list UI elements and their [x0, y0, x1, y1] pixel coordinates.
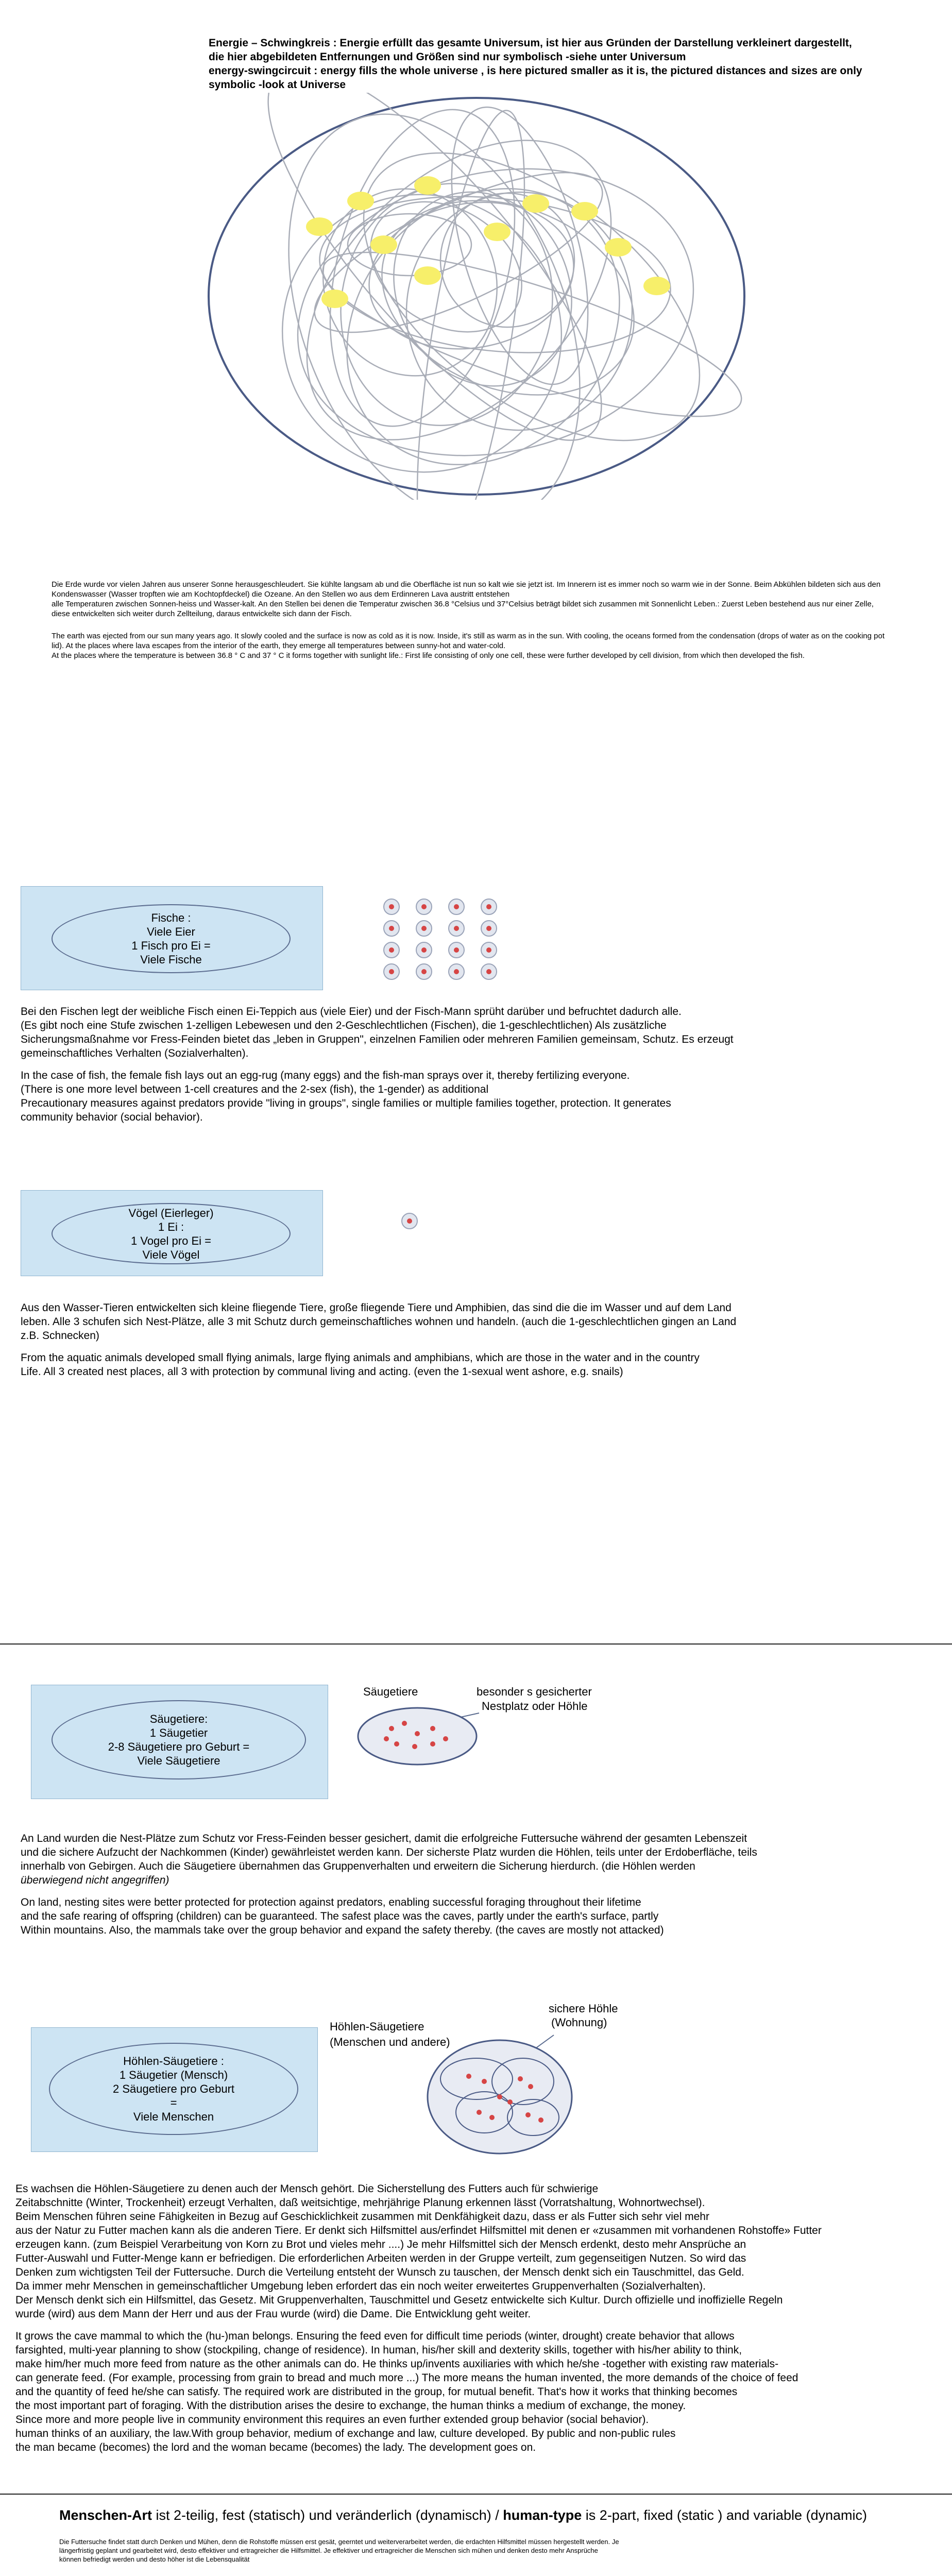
mammals-text-de-3: innerhalb von Gebirgen. Auch die Säugetiere übernahmen das Gruppenverhalten und erweitern die Sicherung hierdurch. (die Höhlen werden	[21, 1860, 695, 1872]
birds-oval	[52, 1203, 291, 1264]
cave-label-1: sichere Höhle	[549, 2002, 618, 2015]
cave-dot	[518, 2076, 523, 2081]
mammal-dot	[430, 1726, 435, 1731]
universe-heading-en: energy-swingcircuit : energy fills the whole universe , is here pictured smaller as it is, the pictured distances and sizes are only symbolic -look at Universe	[209, 65, 862, 91]
fish-egg-yolk	[421, 947, 427, 953]
fish-text-en-1: In the case of fish, the female fish lays out an egg-rug (many eggs) and the fish-man sprays over it, thereby fertilizing everyone.	[21, 1070, 630, 1081]
fish-oval	[52, 904, 291, 973]
cave-text-de-3: Beim Menschen führen seine Fähigkeiten in Bezug auf Geschicklichkeit zusammen mit Denkfähigkeit dazu, dass er als Futter sich sehr viel mehr	[15, 2211, 709, 2223]
sun-glow	[522, 194, 549, 213]
cave-dot	[466, 2074, 471, 2079]
sun-glow	[347, 192, 374, 210]
fish-egg-yolk	[486, 969, 491, 974]
fish-text-en-3: Precautionary measures against predators provide "living in groups", single families or multiple families together, protection. It generates	[21, 1097, 671, 1109]
cave-text-de-2: Zeitabschnitte (Winter, Trockenheit) erzeugt Verhalten, daß weitsichtige, mehrjährige Planung erkennen lässt (Vorratshaltung, Wohnortwechsel).	[15, 2197, 705, 2209]
cave-text	[15, 2182, 938, 2454]
mammals-text-de-4: überwiegend nicht angegriffen)	[21, 1874, 169, 1886]
cave-text-de-5: erzeugen kann. (zum Beispiel Verarbeitung von Korn zu Brot und vieles mehr ....) Je mehr Hilfsmittel sich der Mensch erdenkt, desto mehr Ansprüche an	[15, 2239, 746, 2250]
human-intro-de-3: können befriedigt werden und desto höher ist die Lebensqualität	[59, 2555, 250, 2563]
birds-line-1: Vögel (Eierleger)	[128, 1206, 214, 1219]
human-intro-de	[59, 2537, 904, 2564]
human-heading	[59, 2506, 935, 2524]
human-heading-bold-2: human-type	[503, 2507, 582, 2523]
birds-text-de-3: z.B. Schnecken)	[21, 1330, 99, 1342]
birds-line-4: Viele Vögel	[142, 1248, 200, 1261]
divider-2	[0, 2494, 952, 2495]
sun-glow	[370, 235, 397, 254]
cave-diagram	[422, 2025, 577, 2164]
mammals-text-en-3: Within mountains. Also, the mammals take over the group behavior and expand the safety thereby. (the caves are mostly not attacked)	[21, 1924, 664, 1936]
nest-label-2: Nestplatz oder Höhle	[482, 1700, 588, 1713]
human-heading-rest: ist 2-teilig, fest (statisch) und veränderlich (dynamisch) /	[152, 2507, 503, 2523]
mammals-oval	[52, 1700, 306, 1780]
universe-text-en	[52, 631, 886, 660]
birds-line-2: 1 Ei :	[158, 1220, 184, 1233]
mammals-text-de-2: und die sichere Aufzucht der Nachkommen (Kinder) gewährleistet werden kann. Der sicherste Platz wurden die Höhlen, teils unter der Erdoberfläche, teils	[21, 1846, 757, 1858]
mammals-label: Säugetiere	[363, 1685, 418, 1698]
human-heading-rest-2: is 2-part, fixed (static ) and variable (dynamic)	[582, 2507, 867, 2523]
cave-text-en-4: can generate feed. (For example, processing from grain to bread and much more ...) The more means the human invented, the more demands of the choice of feed	[15, 2372, 798, 2384]
cave-text-en-5: and the quantity of feed he/she can satisfy. The required work are distributed in the group, for mutual benefit. That's how it works that thinking becomes	[15, 2386, 738, 2398]
mammal-dot	[415, 1731, 420, 1736]
fish-egg-yolk	[454, 904, 459, 909]
universe-text-de	[52, 580, 886, 619]
sun-glow	[643, 277, 670, 295]
mammals-line-1: Säugetiere:	[149, 1713, 208, 1725]
bird-egg	[399, 1211, 420, 1231]
fish-text-de-2: (Es gibt noch eine Stufe zwischen 1-zelligen Lebewesen und den 2-Geschlechtlichen (Fischen), die 1-geschlechtlichen) Als zusätzliche	[21, 1020, 667, 1031]
fish-egg-yolk	[389, 904, 394, 909]
mammal-dot	[402, 1721, 407, 1726]
birds-text-de-2: leben. Alle 3 schufen sich Nest-Plätze, alle 3 mit Schutz durch gemeinschaftliches wohnen und handeln. (auch die 1-geschlechtlichen gingen an Land	[21, 1316, 737, 1328]
universe-heading-de: Energie – Schwingkreis : Energie erfüllt das gesamte Universum, ist hier aus Gründen der Darstellung verkleinert dargestellt, die hier abgebildeten Entfernungen und Größen sind nur symbolisch -siehe unter Universum	[209, 37, 852, 63]
cave-line-4: =	[170, 2096, 177, 2109]
fish-line-3: 1 Fisch pro Ei =	[131, 939, 211, 952]
universe-heading	[209, 36, 863, 92]
fish-egg-yolk	[454, 969, 459, 974]
cave-text-en-6: the most important part of foraging. With the distribution arises the desire to exchange, the human thinks a medium of exchange, the money.	[15, 2400, 686, 2412]
cave-label-2: (Wohnung)	[551, 2016, 607, 2029]
fish-egg-yolk	[486, 947, 491, 953]
cave-text-de-10: wurde (wird) aus dem Mann der Herr und aus der Frau wurde (wird) die Dame. Die Entwicklung geht weiter.	[15, 2308, 531, 2320]
mammals-line-2: 1 Säugetier	[149, 1726, 208, 1739]
human-heading-bold: Menschen-Art	[59, 2507, 152, 2523]
cave-text-de-1: Es wachsen die Höhlen-Säugetiere zu denen auch der Mensch gehört. Die Sicherstellung des Futters auch für schwierige	[15, 2183, 599, 2195]
cave-text-en-7: Since more and more people live in community environment this requires an even further extended group behavior (social behavior).	[15, 2414, 649, 2426]
mammals-nest	[355, 1692, 500, 1770]
fish-egg-yolk	[389, 926, 394, 931]
cave-text-de-7: Denken zum wichtigsten Teil der Futtersuche. Durch die Verteilung entsteht der Wunsch zu tauschen, der Mensch denkt sich ein Tauschmittel, das Geld.	[15, 2266, 744, 2278]
mammals-text-en-1: On land, nesting sites were better protected for protection against predators, enabling successful foraging throughout their lifetime	[21, 1896, 641, 1908]
fish-text-de-4: gemeinschaftliches Verhalten (Sozialverhalten).	[21, 1047, 249, 1059]
mammal-dot	[443, 1736, 448, 1741]
fish-text	[21, 1005, 871, 1124]
fish-line-1: Fische :	[151, 911, 191, 924]
cave-dot	[477, 2110, 482, 2115]
sun-glow	[414, 176, 441, 195]
cave-oval	[49, 2043, 298, 2135]
fish-text-en-4: community behavior (social behavior).	[21, 1111, 203, 1123]
sun-glow	[571, 202, 598, 221]
cave-dot	[538, 2117, 543, 2123]
cave-dot	[507, 2099, 513, 2105]
cave-text-de-9: Der Mensch denkt sich ein Hilfsmittel, das Gesetz. Mit Gruppenverhalten, Tauschmittel und Gesetz entwickelte sich Kultur. Durch offizielle und inoffizielle Regeln	[15, 2294, 783, 2306]
cave-title-2: (Menschen und andere)	[330, 2036, 450, 2048]
nest-label-1: besonder s gesicherter	[477, 1685, 592, 1698]
mammal-dot	[412, 1744, 417, 1749]
mammals-line-3: 2-8 Säugetiere pro Geburt =	[108, 1740, 250, 1753]
cave-text-de-6: Futter-Auswahl und Futter-Menge kann er befriedigen. Die erforderlichen Arbeiten werden in der Gruppe verteilt, zum gegenseitigen Nutzen. So wird das	[15, 2252, 746, 2264]
mammals-text	[21, 1832, 896, 1937]
mammals-text-de-1: An Land wurden die Nest-Plätze zum Schutz vor Fress-Feinden besser gesichert, damit die erfolgreiche Futtersuche während der gesamten Lebenszeit	[21, 1833, 747, 1844]
fish-egg-yolk	[421, 926, 427, 931]
cave-line-1: Höhlen-Säugetiere :	[123, 2055, 224, 2067]
fish-eggs	[379, 894, 513, 987]
cave-line-3: 2 Säugetiere pro Geburt	[112, 2082, 235, 2095]
cave-dot	[528, 2084, 533, 2089]
mammal-dot	[389, 1726, 394, 1731]
sun-glow	[306, 217, 333, 236]
mammal-dot	[394, 1741, 399, 1747]
universe-text-en-2: At the places where the temperature is between 36.8 ° C and 37 ° C it forms together with sunlight life.: First life consisting of only one cell, these were further developed by cell division, from which then developed the fish.	[52, 651, 805, 660]
sun-glow	[414, 266, 441, 285]
mammals-text-en-2: and the safe rearing of offspring (children) can be guaranteed. The safest place was the caves, partly under the earth's surface, partly	[21, 1910, 659, 1922]
fish-egg-yolk	[389, 947, 394, 953]
cave-text-en-1: It grows the cave mammal to which the (hu-)man belongs. Ensuring the feed even for difficult time periods (winter, drought) create behavior that allows	[15, 2330, 735, 2342]
fish-egg-yolk	[389, 969, 394, 974]
divider-1	[0, 1643, 952, 1645]
cave-text-en-2: farsighted, multi-year planning to show (stockpiling, change of residence). In human, his/her skill and dexterity skills, together with his/her ability to think,	[15, 2344, 742, 2356]
mammal-dot	[430, 1741, 435, 1747]
fish-egg-yolk	[421, 969, 427, 974]
cave-line-2: 1 Säugetier (Mensch)	[119, 2069, 228, 2081]
cave-dot	[525, 2112, 531, 2117]
fish-egg-yolk	[421, 904, 427, 909]
fish-egg-yolk	[486, 904, 491, 909]
birds-text-en-2: Life. All 3 created nest places, all 3 with protection by communal living and acting. (even the 1-sexual went ashore, e.g. snails)	[21, 1366, 623, 1378]
fish-egg-yolk	[486, 926, 491, 931]
sun-glow	[605, 238, 632, 257]
universe-text-de-1: Die Erde wurde vor vielen Jahren aus unserer Sonne herausgeschleudert. Sie kühlte langsam ab und die Oberfläche ist nun so kalt wie sie jetzt ist. Im Innerern ist es immer noch so warm wie in der Sonne. Beim Abkühlen bildeten sich aus den Kondenswasser (Wasser tropften wie am Kochtopfdeckel) die Ozeane. An den Stellen wo aus dem Erdinneren Lava austritt entstehen	[52, 580, 881, 599]
universe-text-de-2: alle Temperaturen zwischen Sonnen-heiss und Wasser-kalt. An den Stellen bei denen die Temperatur zwischen 36.8 °Celsius und 37°Celsius beträgt bildet sich zusammen mit Sonnenlicht Leben.: Zuerst Leben bestehend aus nur einer Zelle, diese entwickelten sich weiter durch Zellteilung, daraus entwickelte sich dann der Fisch.	[52, 600, 874, 618]
cave-text-en-8: human thinks of an auxiliary, the law.With group behavior, medium of exchange and law, culture developed. By public and non-public rules	[15, 2428, 676, 2439]
cave-dot	[497, 2094, 502, 2099]
cave-text-de-4: aus der Natur zu Futter machen kann als die anderen Tiere. Er denkt sich Hilfsmittel aus/erfindet Hilfsmittel mit denen er «zusammen mit vorhandenen Rohstoffe» Futter	[15, 2225, 822, 2236]
fish-text-en-2: (There is one more level between 1-cell creatures and the 2-sex (fish), the 1-gender) as additional	[21, 1083, 489, 1095]
birds-text	[21, 1301, 871, 1379]
human-intro-de-1: Die Futtersuche findet statt durch Denken und Mühen, denn die Rohstoffe müssen erst gesät, geerntet und weiterverarbeitet werden, die erdachten Hilfsmittel müssen hergestellt werden. Je	[59, 2538, 619, 2546]
mammal-dot	[384, 1736, 389, 1741]
cave-text-en-3: make him/her much more feed from nature as the other animals can do. He thinks up/invents auxiliaries with which he/she -together with existing raw materials-	[15, 2358, 779, 2370]
mammals-line-4: Viele Säugetiere	[137, 1754, 220, 1767]
fish-line-2: Viele Eier	[147, 925, 195, 938]
cave-line-5: Viele Menschen	[133, 2110, 214, 2123]
cave-text-de-8: Da immer mehr Menschen in gemeinschaftlicher Umgebung leben erfordert das ein noch weiter erweitertes Gruppenverhalten (Sozialverhalten).	[15, 2280, 706, 2292]
fish-line-4: Viele Fische	[140, 953, 202, 966]
sun-glow	[484, 223, 511, 241]
sun-glow	[321, 290, 348, 308]
birds-text-en-1: From the aquatic animals developed small flying animals, large flying animals and amphibians, which are those in the water and in the country	[21, 1352, 700, 1364]
birds-line-3: 1 Vogel pro Ei =	[131, 1234, 211, 1247]
cave-dot	[489, 2115, 495, 2120]
birds-text-de-1: Aus den Wasser-Tieren entwickelten sich kleine fliegende Tiere, große fliegende Tiere und Amphibien, das sind die die im Wasser und auf dem Land	[21, 1302, 732, 1314]
cave-text-en-9: the man became (becomes) the lord and the woman became (becomes) the lady. The development goes on.	[15, 2442, 536, 2453]
cave-title: Höhlen-Säugetiere	[330, 2020, 424, 2033]
fish-egg-yolk	[454, 947, 459, 953]
fish-egg-yolk	[454, 926, 459, 931]
universe-diagram	[206, 93, 747, 500]
human-intro-de-2: längerfristig geplant und gearbeitet wird, desto effektiver und ertragreicher die Hilfsmittel. Je effektiver und ertragreicher die Menschen sich mühen und denken desto mehr Ansprüche	[59, 2547, 598, 2554]
fish-text-de-3: Sicherungsmaßnahme vor Fress-Feinden bietet das „leben in Gruppen", einzelnen Familien oder mehreren Familien gemeinsam, Schutz. Es erzeugt	[21, 1033, 734, 1045]
universe-text-en-1: The earth was ejected from our sun many years ago. It slowly cooled and the surface is now as cold as it is now. Inside, it's still as warm as in the sun. With cooling, the oceans formed from the condensation (drops of water as on the cooking pot lid). At the places where lava escapes from the interior of the earth, they emerge all temperatures between sunny-hot and water-cold.	[52, 632, 885, 650]
cave-dot	[482, 2079, 487, 2084]
fish-text-de-1: Bei den Fischen legt der weibliche Fisch einen Ei-Teppich aus (viele Eier) und der Fisch-Mann sprüht darüber und befruchtet dadurch alle.	[21, 1006, 682, 1018]
